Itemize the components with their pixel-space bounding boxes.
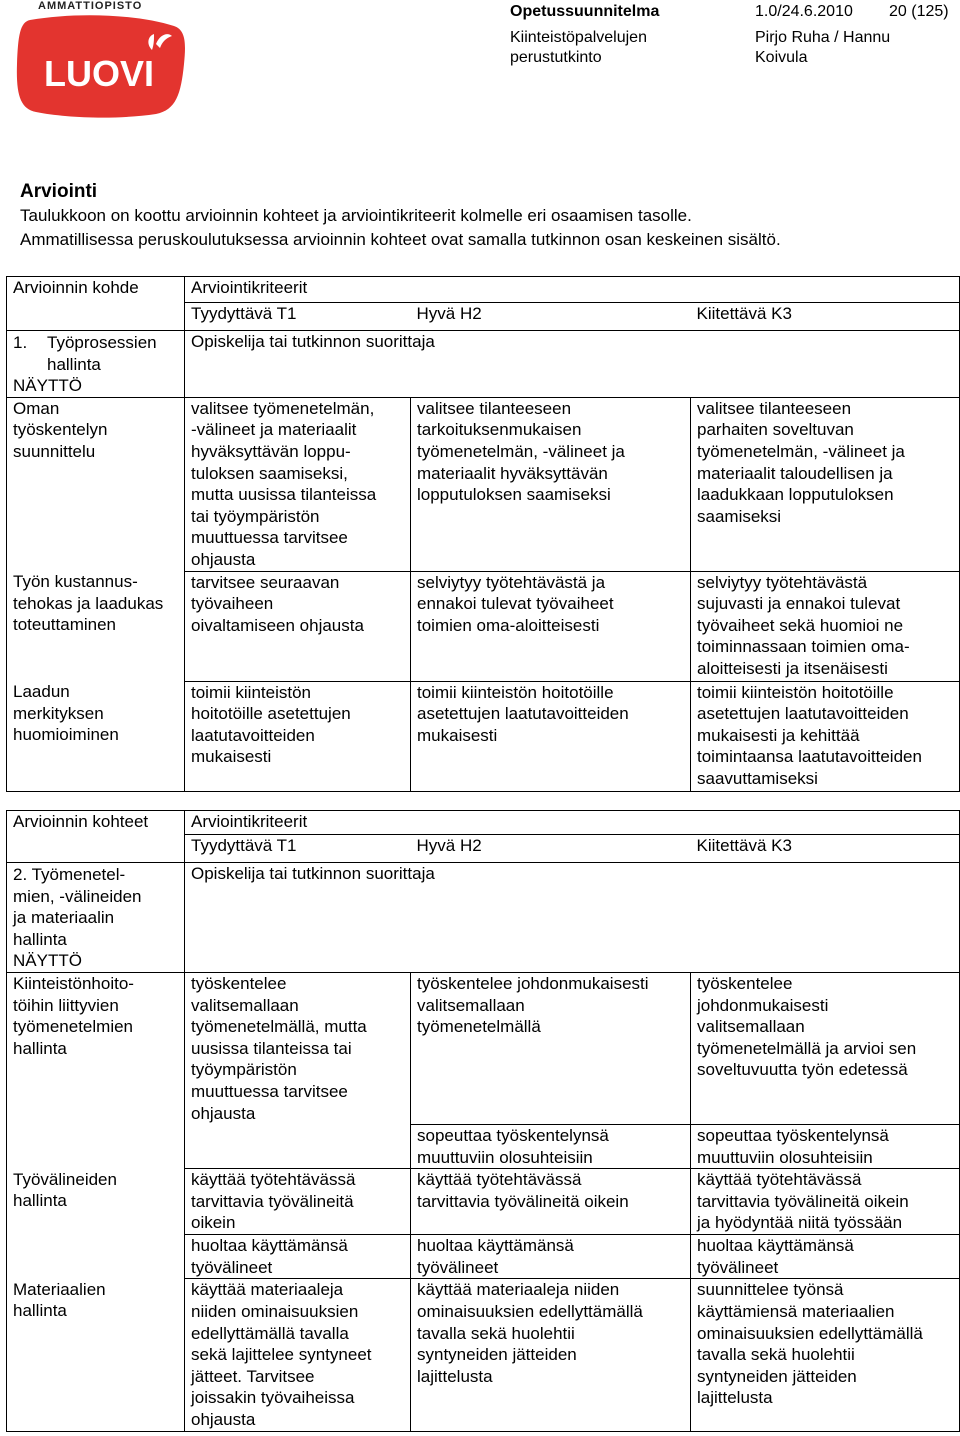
t1-level-t1: Tyydyttävä T1 bbox=[185, 303, 411, 331]
t1-row1-target: Oman työskentelyn suunnittelu bbox=[7, 397, 185, 571]
t1-level-h2: Hyvä H2 bbox=[411, 303, 691, 331]
t2-row2-k3a: käyttää työtehtävässä tarvittavia työvälineitä oikein ja hyödyntää niitä työssään bbox=[691, 1169, 960, 1235]
doc-version: 1.0/24.6.2010 bbox=[755, 3, 853, 20]
t1-row3-h2: toimii kiinteistön hoitotöille asetettujen laatutavoitteiden mukaisesti bbox=[411, 681, 691, 791]
t2-row1-k3: työskentelee johdonmukaisesti valitsemallaan työmenetelmällä ja arvioi sen soveltuvuutta työn edetessä bbox=[691, 973, 960, 1125]
t1-row3-target: Laadun merkityksen huomioiminen bbox=[7, 681, 185, 791]
t2-level-k3: Kiitettävä K3 bbox=[691, 835, 960, 863]
authors-line2: Koivula bbox=[755, 49, 808, 66]
t1-row2-h2: selviytyy työtehtävästä ja ennakoi tulevat työvaiheet toimien oma-aloitteisesti bbox=[411, 571, 691, 681]
t2-row3-target: Materiaalien hallinta bbox=[7, 1279, 185, 1431]
t1-row1-t1: valitsee työmenetelmän, -välineet ja materiaalit hyväksyttävän loppu- tuloksen saamiseksi, mutta uusissa tilanteissa tai työympäristön muuttuessa tarvitsee ohjausta bbox=[185, 397, 411, 571]
t2-row2-h2a: käyttää työtehtävässä tarvittavia työvälineitä oikein bbox=[411, 1169, 691, 1235]
t2-row3-h2: käyttää materiaaleja niiden ominaisuuksien edellyttämällä tavalla sekä huolehtii syntyneiden jätteiden lajittelusta bbox=[411, 1279, 691, 1431]
t1-row2-target: Työn kustannus- tehokas ja laadukas toteuttaminen bbox=[7, 571, 185, 681]
t2-row2-t1b: huoltaa käyttämänsä työvälineet bbox=[185, 1235, 411, 1279]
t1-level-k3: Kiitettävä K3 bbox=[691, 303, 960, 331]
t2-row3-t1: käyttää materiaaleja niiden ominaisuuksien edellyttämällä tavalla sekä lajittelee syntyneet jätteet. Tarvitsee joissakin työvaiheissa ohjausta bbox=[185, 1279, 411, 1431]
page-number: 20 (125) bbox=[889, 3, 949, 20]
t2-row2-t1a: käyttää työtehtävässä tarvittavia työvälineitä oikein bbox=[185, 1169, 411, 1235]
t2-level-h2: Hyvä H2 bbox=[411, 835, 691, 863]
t1-row1-k3: valitsee tilanteeseen parhaiten soveltuvan työmenetelmän, -välineet ja materiaalit taloudellisen ja laadukkaan lopputuloksen saamiseksi bbox=[691, 397, 960, 571]
t2-row3-k3: suunnittelee työnsä käyttämiensä materiaalien ominaisuuksien edellyttämällä tavalla sekä huolehtii syntyneiden jätteiden lajittelusta bbox=[691, 1279, 960, 1431]
logo-brand-text: LUOVI bbox=[44, 53, 155, 94]
doc-title: Opetussuunnitelma bbox=[510, 3, 660, 20]
t2-row1-t1: työskentelee valitsemallaan työmenetelmällä, mutta uusissa tilanteissa tai työympäristön muuttuessa tarvitsee ohjausta bbox=[185, 973, 411, 1169]
t1-row2-t1: tarvitsee seuraavan työvaiheen oivaltamiseen ohjausta bbox=[185, 571, 411, 681]
t1-col1-header: Arvioinnin kohde bbox=[7, 277, 185, 331]
t2-row1-target: Kiinteistönhoito- töihin liittyvien työmenetelmien hallinta bbox=[7, 973, 185, 1169]
t2-row1-h2: työskentelee johdonmukaisesti valitsemallaan työmenetelmällä bbox=[411, 973, 691, 1125]
luovi-logo-badge bbox=[16, 14, 186, 118]
t1-criteria-header: Arviointikriteerit bbox=[185, 277, 960, 303]
t2-level-t1: Tyydyttävä T1 bbox=[185, 835, 411, 863]
program-line2: perustutkinto bbox=[510, 49, 602, 66]
t2-col1-header: Arvioinnin kohteet bbox=[7, 811, 185, 863]
authors-line1: Pirjo Ruha / Hannu bbox=[755, 29, 891, 46]
luovi-logo bbox=[8, 0, 183, 120]
t2-row1-h2b: sopeuttaa työskentelynsä muuttuviin olosuhteisiin bbox=[411, 1125, 691, 1169]
intro-line1: Taulukkoon on koottu arvioinnin kohteet ja arviointikriteerit kolmelle eri osaamisen tasolle. bbox=[20, 206, 692, 225]
t2-row2-h2b: huoltaa käyttämänsä työvälineet bbox=[411, 1235, 691, 1279]
t2-row2-k3b: huoltaa käyttämänsä työvälineet bbox=[691, 1235, 960, 1279]
program-line1: Kiinteistöpalvelujen bbox=[510, 29, 647, 46]
section-heading: Arviointi bbox=[20, 181, 98, 202]
t1-section-title: 1. Työprosessien hallinta NÄYTTÖ bbox=[7, 331, 185, 398]
t1-row3-t1: toimii kiinteistön hoitotöille asetettujen laatutavoitteiden mukaisesti bbox=[185, 681, 411, 791]
logo-top-text: AMMATTIOPISTO bbox=[38, 0, 143, 12]
assessment-table-1 bbox=[6, 276, 960, 792]
t2-row1-k3b: sopeuttaa työskentelynsä muuttuviin olosuhteisiin bbox=[691, 1125, 960, 1169]
t1-subject: Opiskelija tai tutkinnon suorittaja bbox=[185, 331, 960, 398]
t2-section-title: 2. Työmenetel- mien, -välineiden ja materiaalin hallinta NÄYTTÖ bbox=[7, 863, 185, 973]
t2-criteria-header: Arviointikriteerit bbox=[185, 811, 960, 835]
t1-row3-k3: toimii kiinteistön hoitotöille asetettujen laatutavoitteiden mukaisesti ja kehittää toimintaansa laatutavoitteiden saavuttamiseksi bbox=[691, 681, 960, 791]
t2-row2-target: Työvälineiden hallinta bbox=[7, 1169, 185, 1279]
intro-line2: Ammatillisessa peruskoulutuksessa arvioinnin kohteet ovat samalla tutkinnon osan keskeinen sisältö. bbox=[20, 230, 781, 249]
t2-subject: Opiskelija tai tutkinnon suorittaja bbox=[185, 863, 960, 973]
intro-section bbox=[20, 180, 950, 252]
t1-row2-k3: selviytyy työtehtävästä sujuvasti ja ennakoi tulevat työvaiheet sekä huomioi ne toiminnassaan toimien oma- aloitteisesti ja itsenäisesti bbox=[691, 571, 960, 681]
assessment-table-2 bbox=[6, 810, 960, 1432]
t1-row1-h2: valitsee tilanteeseen tarkoituksenmukaisen työmenetelmän, -välineet ja materiaalit hyväksyttävän lopputuloksen saamiseksi bbox=[411, 397, 691, 571]
